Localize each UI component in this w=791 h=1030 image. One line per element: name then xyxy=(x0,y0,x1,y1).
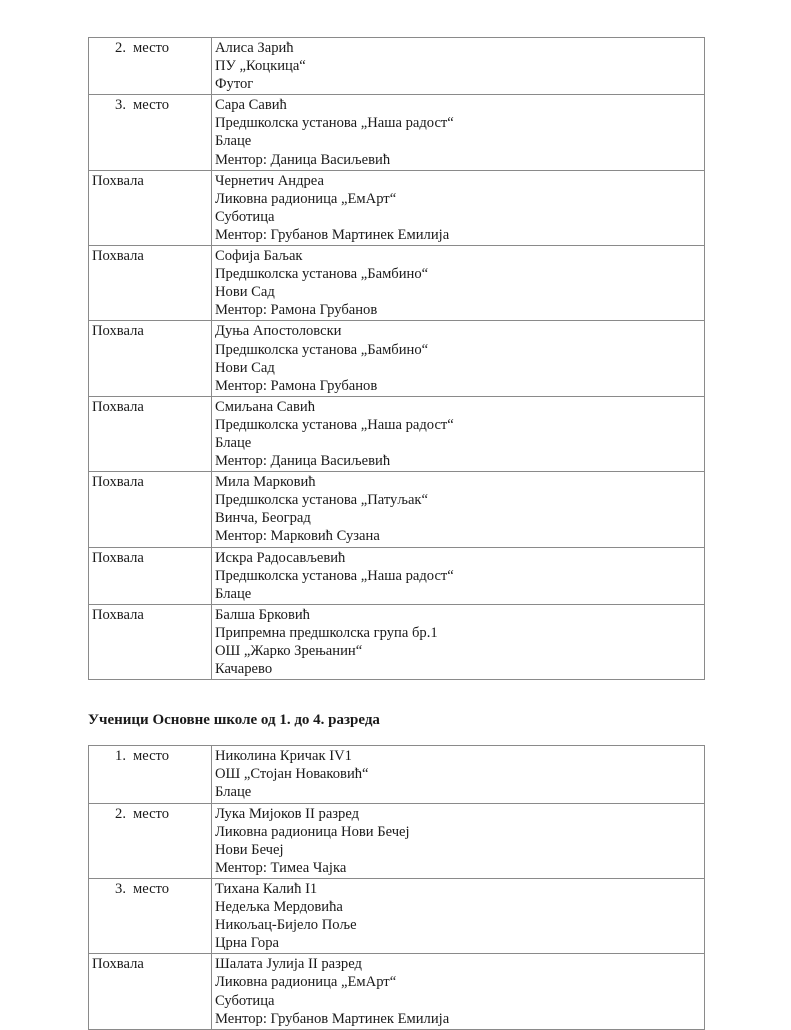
detail-line: Чернетич Андреа xyxy=(215,172,324,189)
detail-line: Блаце xyxy=(215,133,252,150)
detail-line: Ментор: Марковић Сузана xyxy=(215,528,380,545)
winner-details-cell xyxy=(212,396,705,471)
table-row xyxy=(89,547,705,604)
primary-school-1-4-awards-table xyxy=(88,745,705,1029)
detail-line: ОШ „Жарко Зрењанин“ xyxy=(215,643,363,659)
detail-line: Ментор: Даница Васиљевић xyxy=(215,151,391,168)
rank-number: 1. xyxy=(115,748,126,765)
rank-word: место xyxy=(133,40,170,56)
detail-line: Николина Кричак IV1 xyxy=(215,748,352,765)
detail-line: Шалата Јулија II разред xyxy=(215,956,362,973)
detail-line: Суботица xyxy=(215,992,275,1009)
detail-line: Ликовна радионица „ЕмАрт“ xyxy=(215,190,397,207)
award-label-cell xyxy=(89,321,212,396)
winner-details-cell xyxy=(212,38,705,95)
award-label: Похвала xyxy=(92,398,144,415)
detail-line: Ментор: Грубанов Мартинек Емилија xyxy=(215,1010,450,1027)
table-row xyxy=(89,95,705,170)
winner-details-cell xyxy=(212,954,705,1029)
detail-line: Мила Марковић xyxy=(215,474,316,491)
award-label-cell xyxy=(89,604,212,679)
detail-line: Балша Брковић xyxy=(215,606,310,623)
award-label: Похвала xyxy=(92,956,144,973)
detail-line: Смиљана Савић xyxy=(215,398,316,415)
detail-line: Ментор: Рамона Грубанов xyxy=(215,377,378,394)
table-row xyxy=(89,170,705,245)
rank-number: 3. xyxy=(115,880,126,897)
detail-line: Нови Сад xyxy=(215,359,275,376)
winner-details-cell xyxy=(212,472,705,547)
detail-line: Нови Сад xyxy=(215,284,275,301)
detail-line: Ментор: Рамона Грубанов xyxy=(215,302,378,319)
award-label-cell xyxy=(89,396,212,471)
winner-details-cell xyxy=(212,170,705,245)
award-rank-cell xyxy=(89,38,212,95)
award-label: Похвала xyxy=(92,474,144,491)
table-row xyxy=(89,604,705,679)
rank-number: 2. xyxy=(115,805,126,822)
detail-line: Предшколска установа „Бамбино“ xyxy=(215,341,429,358)
winner-details-cell xyxy=(212,547,705,604)
detail-line: Црна Гора xyxy=(215,935,279,952)
detail-line: Винча, Београд xyxy=(215,510,311,527)
detail-line: Сара Савић xyxy=(215,97,287,114)
detail-line: ПУ „Коцкица“ xyxy=(215,58,306,75)
award-label: Похвала xyxy=(92,549,144,566)
table-row xyxy=(89,954,705,1029)
award-label: Похвала xyxy=(92,323,144,340)
detail-line: Тихана Калић I1 xyxy=(215,880,318,897)
award-label-cell xyxy=(89,547,212,604)
detail-line: Недељка Мердовића xyxy=(215,899,343,916)
award-label-cell xyxy=(89,472,212,547)
detail-line: Софија Баљак xyxy=(215,248,303,265)
winner-details-cell xyxy=(212,246,705,321)
detail-line: Футог xyxy=(215,76,254,93)
award-rank-cell xyxy=(89,878,212,953)
table-row xyxy=(89,321,705,396)
detail-line: Предшколска установа „Наша радост“ xyxy=(215,567,454,584)
section-heading: Ученици Основне школе од 1. до 4. разреда xyxy=(88,712,380,729)
detail-line: Ментор: Даница Васиљевић xyxy=(215,453,391,470)
detail-line: Никољац-Бијело Поље xyxy=(215,917,357,934)
detail-line: Предшколска установа „Бамбино“ xyxy=(215,266,429,283)
detail-line: Лука Мијоков II разред xyxy=(215,805,360,822)
detail-line: Блаце xyxy=(215,585,252,602)
rank-word: место xyxy=(133,880,170,897)
detail-line: Суботица xyxy=(215,208,275,225)
detail-line: Алиса Зарић xyxy=(215,40,294,56)
winner-details-cell xyxy=(212,321,705,396)
rank-number: 3. xyxy=(115,97,126,114)
table-row xyxy=(89,746,705,803)
award-rank-cell xyxy=(89,95,212,170)
rank-number: 2. xyxy=(115,40,126,56)
detail-line: Ликовна радионица Нови Бечеј xyxy=(215,823,410,840)
table-row xyxy=(89,472,705,547)
preschool-awards-table xyxy=(88,37,705,680)
detail-line: Блаце xyxy=(215,434,252,451)
award-label-cell xyxy=(89,246,212,321)
rank-word: место xyxy=(133,805,170,822)
award-label: Похвала xyxy=(92,606,144,623)
rank-word: место xyxy=(133,748,170,765)
table-row xyxy=(89,803,705,878)
table-row xyxy=(89,38,705,95)
detail-line: Дуња Апостоловски xyxy=(215,323,342,340)
award-rank-cell xyxy=(89,746,212,803)
detail-line: Качарево xyxy=(215,661,273,678)
detail-line: Предшколска установа „Наша радост“ xyxy=(215,416,454,433)
award-label-cell xyxy=(89,954,212,1029)
detail-line: Блаце xyxy=(215,784,252,801)
winner-details-cell xyxy=(212,95,705,170)
table-row xyxy=(89,246,705,321)
table-row xyxy=(89,878,705,953)
detail-line: Ментор: Грубанов Мартинек Емилија xyxy=(215,226,450,243)
award-label-cell xyxy=(89,170,212,245)
winner-details-cell xyxy=(212,878,705,953)
winner-details-cell xyxy=(212,803,705,878)
award-rank-cell xyxy=(89,803,212,878)
detail-line: Припремна предшколска група бр.1 xyxy=(215,624,438,641)
detail-line: Искра Радосављевић xyxy=(215,549,346,566)
table-row xyxy=(89,396,705,471)
detail-line: Предшколска установа „Наша радост“ xyxy=(215,115,454,132)
award-label: Похвала xyxy=(92,248,144,265)
detail-line: Предшколска установа „Патуљак“ xyxy=(215,492,428,509)
detail-line: ОШ „Стојан Новаковић“ xyxy=(215,766,369,783)
detail-line: Ментор: Тимеа Чајка xyxy=(215,859,347,876)
rank-word: место xyxy=(133,97,170,114)
detail-line: Ликовна радионица „ЕмАрт“ xyxy=(215,974,397,991)
winner-details-cell xyxy=(212,604,705,679)
detail-line: Нови Бечеј xyxy=(215,841,284,858)
winner-details-cell xyxy=(212,746,705,803)
award-label: Похвала xyxy=(92,172,144,189)
